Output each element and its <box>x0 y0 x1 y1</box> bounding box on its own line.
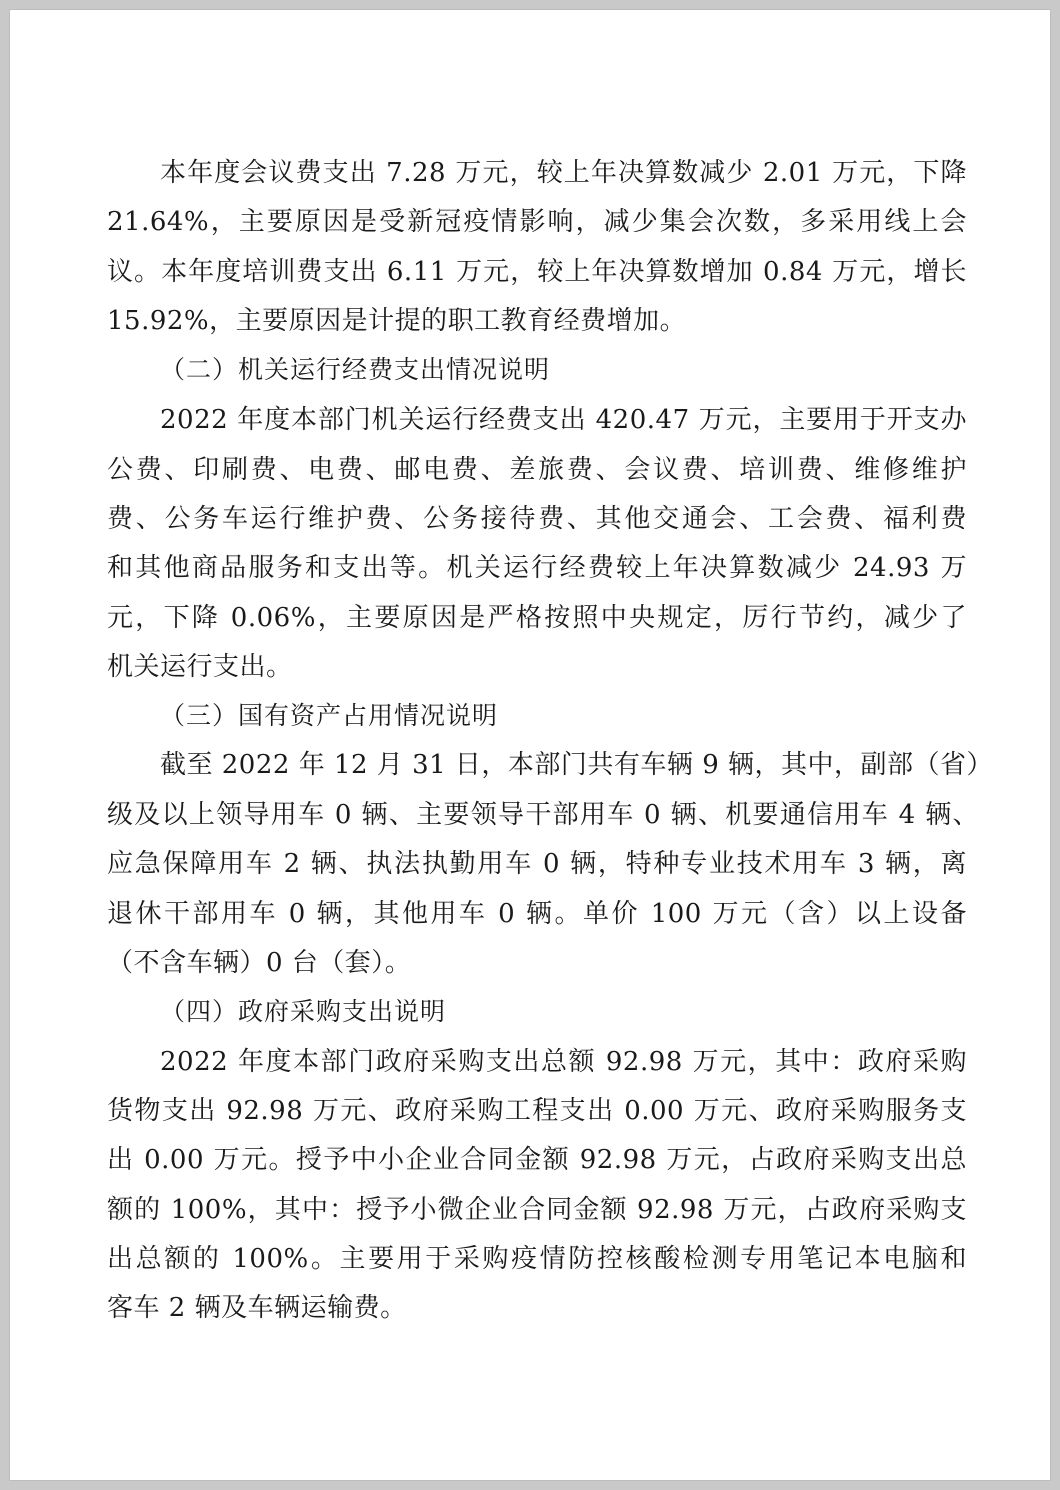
section-heading-2: （二）机关运行经费支出情况说明 <box>160 355 551 384</box>
text-line: 公费、印刷费、电费、邮电费、差旅费、会议费、培训费、维修维护 <box>107 455 967 485</box>
section-heading-3: （三）国有资产占用情况说明 <box>160 701 499 730</box>
text-line: 应急保障用车 2 辆、执法执勤用车 0 辆，特种专业技术用车 3 辆，离 <box>107 849 967 879</box>
text-line: 机关运行支出。 <box>107 652 293 682</box>
text-line: 本年度会议费支出 7.28 万元，较上年决算数减少 2.01 万元，下降 <box>160 158 967 188</box>
text-line: 费、公务车运行维护费、公务接待费、其他交通会、工会费、福利费 <box>107 504 967 534</box>
text-line: 额的 100%，其中：授予小微企业合同金额 92.98 万元，占政府采购支 <box>107 1195 967 1225</box>
text-line: 级及以上领导用车 0 辆、主要领导干部用车 0 辆、机要通信用车 4 辆、 <box>107 800 979 830</box>
text-line: 和其他商品服务和支出等。机关运行经费较上年决算数减少 24.93 万 <box>107 553 967 583</box>
text-line: 货物支出 92.98 万元、政府采购工程支出 0.00 万元、政府采购服务支 <box>107 1096 967 1126</box>
text-line: 2022 年度本部门政府采购支出总额 92.98 万元，其中：政府采购 <box>160 1047 967 1077</box>
text-line: 出 0.00 万元。授予中小企业合同金额 92.98 万元，占政府采购支出总 <box>107 1145 967 1175</box>
text-line: 15.92%，主要原因是计提的职工教育经费增加。 <box>107 306 687 336</box>
text-line: 出总额的 100%。主要用于采购疫情防控核酸检测专用笔记本电脑和 <box>107 1244 967 1274</box>
text-line: 议。本年度培训费支出 6.11 万元，较上年决算数增加 0.84 万元，增长 <box>107 257 967 287</box>
text-line: 元，下降 0.06%，主要原因是严格按照中央规定，厉行节约，减少了 <box>107 603 967 633</box>
text-line: 2022 年度本部门机关运行经费支出 420.47 万元，主要用于开支办 <box>160 405 967 435</box>
section-heading-4: （四）政府采购支出说明 <box>160 997 447 1026</box>
text-line: 截至 2022 年 12 月 31 日，本部门共有车辆 9 辆，其中，副部（省） <box>160 750 993 780</box>
text-line: （不含车辆）0 台（套）。 <box>107 948 412 978</box>
text-line: 客车 2 辆及车辆运输费。 <box>107 1293 407 1323</box>
document-page <box>9 9 1051 1481</box>
text-line: 退休干部用车 0 辆，其他用车 0 辆。单价 100 万元（含）以上设备 <box>107 899 967 929</box>
text-line: 21.64%，主要原因是受新冠疫情影响，减少集会次数，多采用线上会 <box>107 207 967 237</box>
